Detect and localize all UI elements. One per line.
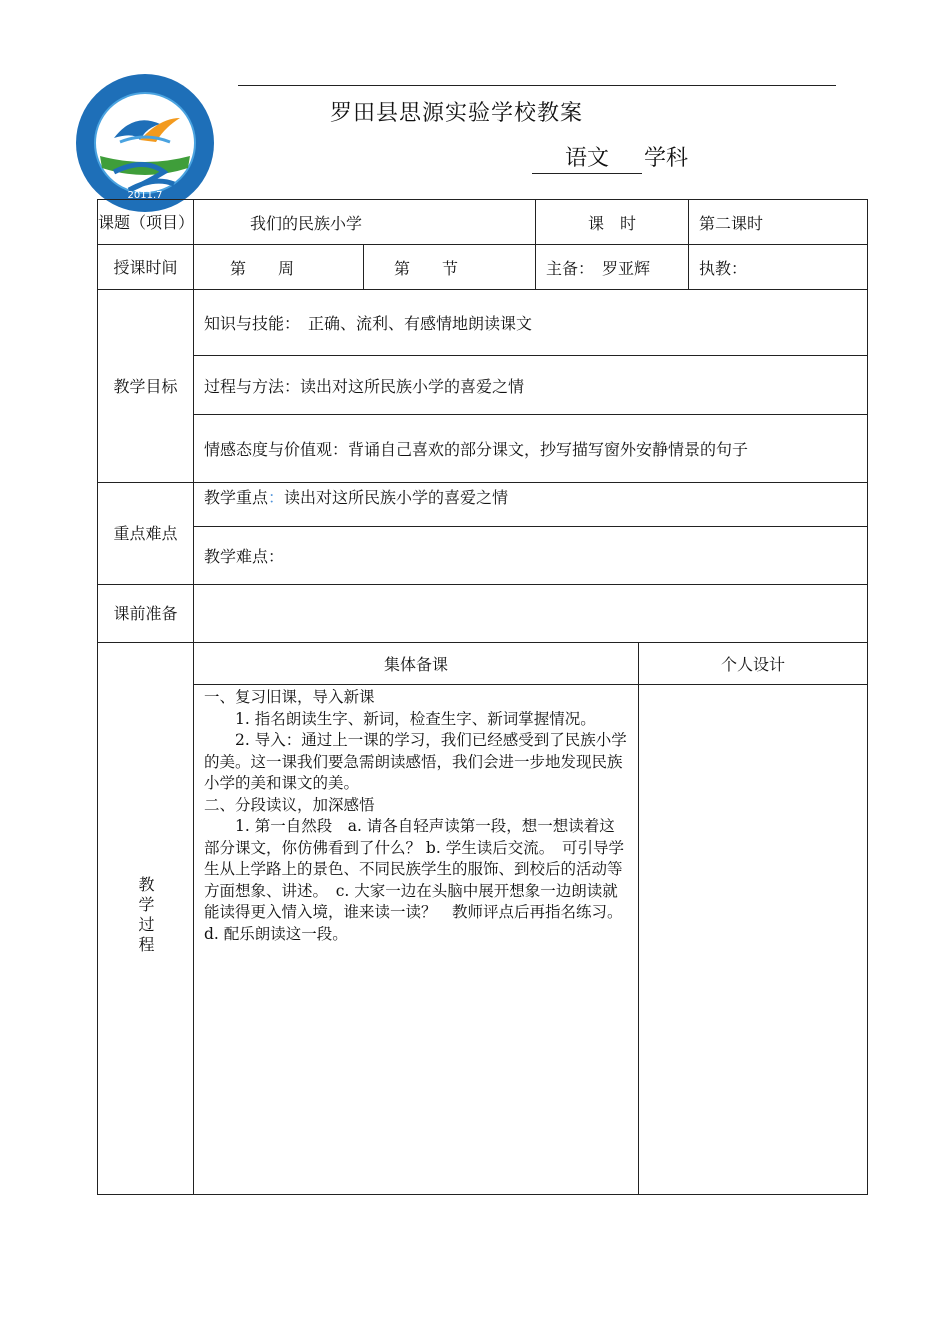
period-label: 课 时 xyxy=(536,200,689,245)
process-line: 二、分段读议，加深感悟 xyxy=(204,795,375,814)
logo-year: 2011.7 xyxy=(127,190,163,201)
process-line: 1. 第一自然段 a. 请各自轻声读第一段，想一想读着这部分课文，你仿佛看到了什么？ b. 学生读后交流。 可引导学生从上学路上的景色、不同民族学生的服饰、到校后的活动等方面想象、讲述。 c. 大家一边在头脑中展开想象一边朗读就能读得更入情入境，谁来读一读？ 教师评点后再指名练习。 d. 配乐朗读这一段。 xyxy=(204,817,624,943)
collective-content[interactable] xyxy=(194,685,639,1195)
time-week[interactable]: 第 周 xyxy=(194,245,364,290)
process-line: 一、复习旧课，导入新课 xyxy=(204,688,375,706)
goals-label: 教学目标 xyxy=(98,290,194,483)
topic-label: 课题（项目） xyxy=(98,200,194,245)
key-point-label: 教学重点 xyxy=(204,488,269,507)
preparer: 主备： 罗亚辉 xyxy=(536,245,689,290)
subject-suffix: 学科 xyxy=(644,146,689,171)
goal-emotion[interactable]: 情感态度与价值观：背诵自己喜欢的部分课文，抄写描写窗外安静情景的句子 xyxy=(194,415,868,483)
key-point-text: 读出对这所民族小学的喜爱之情 xyxy=(284,488,509,507)
collective-label: 集体备课 xyxy=(194,643,639,685)
topic-value[interactable]: 我们的民族小学 xyxy=(194,200,536,245)
subject-line xyxy=(532,145,688,175)
teacher-field[interactable]: 执教： xyxy=(689,245,868,290)
time-section[interactable]: 第 节 xyxy=(364,245,536,290)
school-logo xyxy=(74,72,216,214)
process-line: 2. 导入：通过上一课的学习，我们已经感受到了民族小学的美。这一课我们要急需朗读感悟，我们会进一步地发现民族小学的美和课文的美。 xyxy=(204,731,627,792)
period-value[interactable]: 第二课时 xyxy=(689,200,868,245)
personal-content[interactable] xyxy=(639,685,868,1195)
time-label: 授课时间 xyxy=(98,245,194,290)
lesson-plan-table xyxy=(97,199,868,1195)
subject-field[interactable]: 语文 xyxy=(532,145,642,174)
prep-label: 课前准备 xyxy=(98,585,194,643)
key-label: 重点难点 xyxy=(98,483,194,585)
document-title: 罗田县思源实验学校教案 xyxy=(330,101,584,126)
prep-field[interactable] xyxy=(194,585,868,643)
process-line: 1. 指名朗读生字、新词，检查生字、新词掌握情况。 xyxy=(235,709,596,728)
key-point[interactable] xyxy=(194,483,868,527)
key-point-colon: ： xyxy=(268,488,285,507)
process-label: 教学过程 xyxy=(98,643,194,1195)
personal-label: 个人设计 xyxy=(639,643,868,685)
difficulty-field[interactable]: 教学难点： xyxy=(194,527,868,585)
goal-knowledge[interactable]: 知识与技能： 正确、流利、有感情地朗读课文 xyxy=(194,290,868,356)
goal-process[interactable]: 过程与方法：读出对这所民族小学的喜爱之情 xyxy=(194,356,868,415)
header-rule xyxy=(238,85,836,86)
